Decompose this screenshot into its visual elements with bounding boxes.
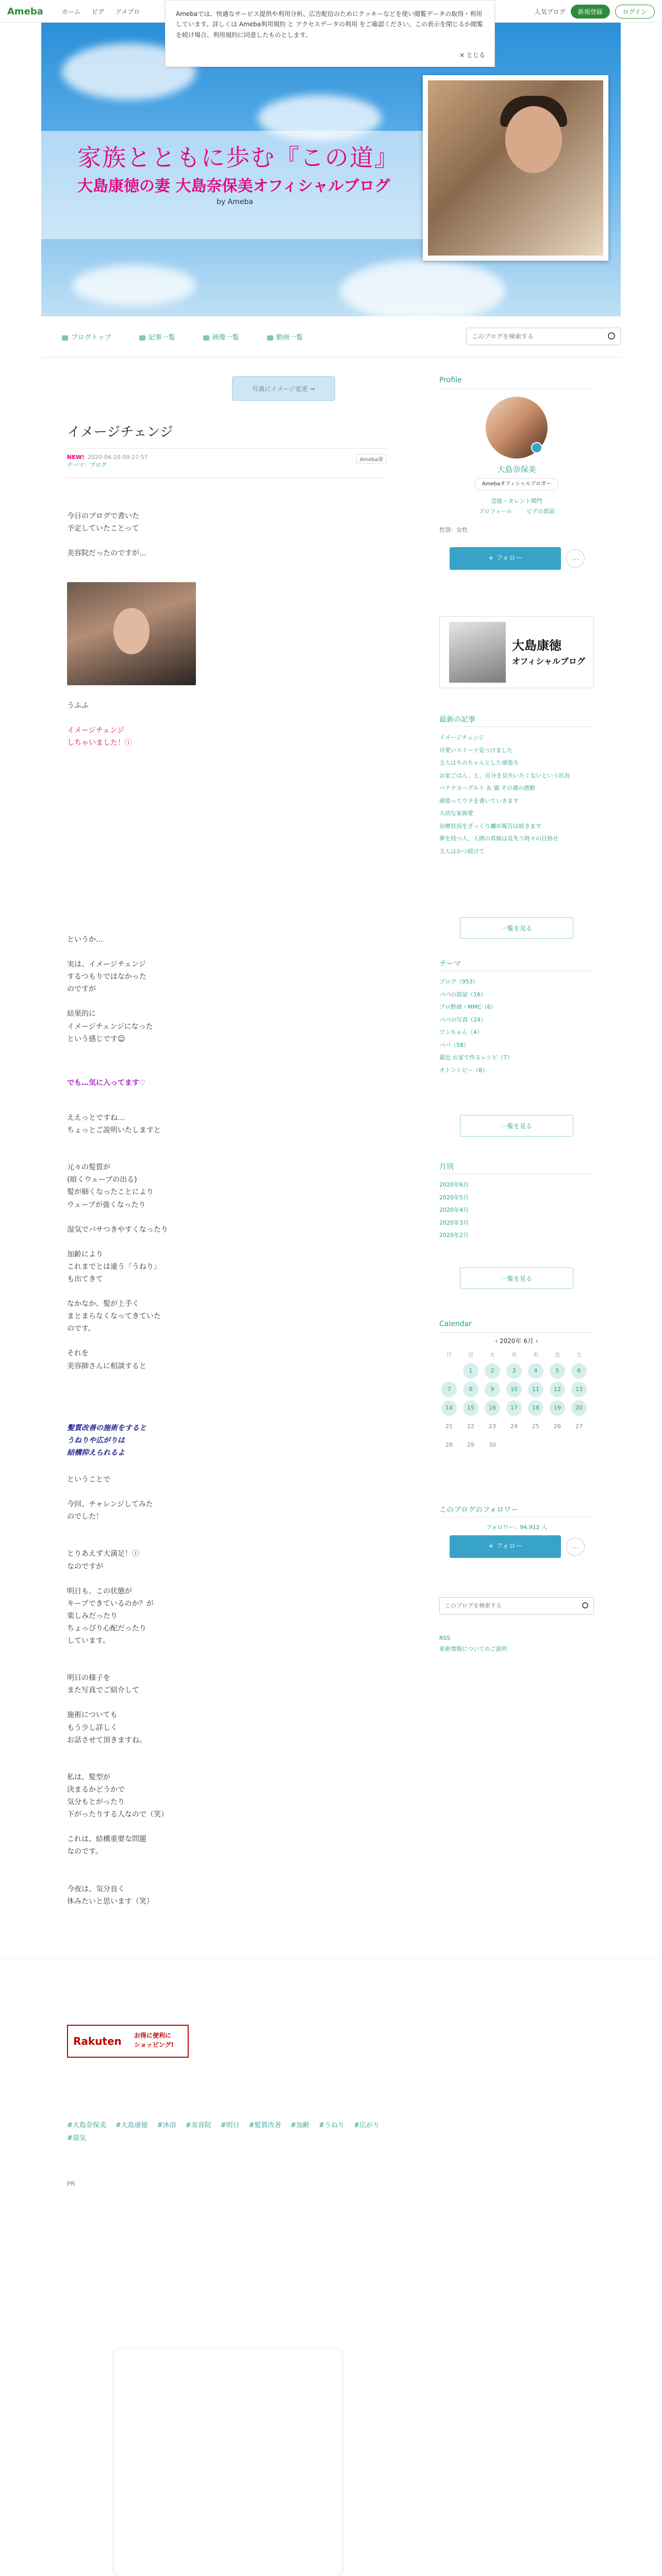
top-nav (62, 7, 140, 16)
pr-label: PR (67, 2180, 75, 2188)
official-blog-banner[interactable] (439, 616, 594, 688)
entry-highlight: イメージチェンジ (67, 726, 124, 735)
recent-item[interactable]: 治療状況をざっくり纏め報告は続きます (439, 822, 541, 829)
new-badge: NEW! (67, 454, 85, 461)
recent-item[interactable]: 主人はちのちゃんとした頑張ろ (439, 759, 519, 766)
calendar-day[interactable]: 15 (463, 1400, 478, 1416)
calendar-weekday: 木 (533, 1351, 539, 1358)
recent-heading: 最新の記事 (439, 716, 475, 724)
calendar-day[interactable]: 9 (485, 1382, 500, 1397)
cookie-close-button[interactable]: × とじる (459, 51, 485, 59)
followers-more-button[interactable]: … (566, 1537, 585, 1556)
pigg-room-link[interactable]: ピグの部屋 (526, 508, 555, 515)
blog-nav (41, 316, 621, 358)
banner-title: 大島康徳 (512, 638, 561, 653)
entry-highlight: しちゃいました！ⓘ (67, 739, 132, 747)
ameba-logo[interactable]: Ameba (7, 6, 43, 17)
calendar-day[interactable]: 6 (571, 1363, 587, 1379)
recent-item[interactable]: 夢を持つ人、人間の真価は見失う時々の目指せ (439, 835, 558, 842)
calendar-empty (528, 1437, 543, 1453)
calendar-day[interactable]: 4 (528, 1363, 543, 1379)
rakuten-banner[interactable] (67, 2025, 189, 2058)
profile-links (439, 507, 594, 515)
calendar-day: 28 (445, 1442, 453, 1448)
calendar-day[interactable]: 3 (506, 1363, 522, 1379)
top-nav-pigg[interactable]: ピグ (92, 8, 105, 15)
top-nav-home[interactable]: ホーム (62, 8, 81, 15)
followers-heading: このブログのフォロワー (439, 1506, 519, 1514)
entry-paragraph: ええっとですね… ちょっとご説明いたしますと 元々の髪質が (暗くウェーブの出る) 髪が細くなったことにより ウェーブが強くなったり 湿気でパサつきやすくなったり 加齢により これまでとは違う「うねり」 も出てきて なかなか、髪が上手く まとまらなくなってきていた のです。 それを 美容師さんに相談すると (67, 1114, 168, 1370)
calendar-day[interactable]: 16 (485, 1400, 500, 1416)
entry-paragraph: 今日のブログで書いた 予定していたことって 美容院だったのですが… (67, 512, 146, 558)
official-blogger-badge: Amebaオフィシャルブロガー (474, 478, 559, 490)
sidebar-search-box (439, 1597, 594, 1615)
recent-item[interactable]: 可愛いスイーツ見つけました (439, 747, 513, 754)
recent-item[interactable]: 主人はかつ続けて (439, 848, 485, 855)
hero-photo (423, 75, 608, 261)
theme-item[interactable]: パパの部屋（16） (439, 991, 486, 998)
cookie-notice (165, 0, 495, 67)
by-ameba-label: by Ameba (217, 198, 253, 206)
cookie-text: Amebaでは、快適なサービス提供や利用分析、広告配信のためにクッキーなどを使い閲覧データの取得・利用しています。詳しくは Ameba利用規約 と アクセスデータの利用 をご確認ください。この表示を閉じるか閲覧を続け場合、利用規約に同意したものとします。 (176, 10, 483, 39)
sidebar-search-input[interactable] (440, 1598, 574, 1614)
calendar-day[interactable]: 8 (463, 1382, 478, 1397)
calendar-month[interactable]: ‹ 2020年 6月 › (495, 1337, 538, 1345)
calendar-empty (571, 1437, 587, 1453)
hashtag-list (67, 2120, 387, 2142)
calendar-day[interactable]: 14 (441, 1400, 457, 1416)
calendar-day[interactable]: 17 (506, 1400, 522, 1416)
hashtag[interactable]: #湿気 (67, 2134, 86, 2142)
calendar-day[interactable]: 13 (571, 1382, 587, 1397)
theme-item[interactable]: パパの写真（24） (439, 1016, 486, 1023)
calendar-day[interactable]: 10 (506, 1382, 522, 1397)
theme-item[interactable]: ワンちゃん（4） (439, 1029, 483, 1036)
monthly-heading: 月別 (439, 1163, 454, 1171)
calendar-day[interactable]: 2 (485, 1363, 500, 1379)
month-item[interactable]: 2020年2月 (439, 1232, 469, 1239)
calendar-day: 26 (554, 1423, 561, 1430)
calendar-empty (441, 1363, 457, 1379)
calendar-day: 22 (467, 1423, 474, 1430)
month-item[interactable]: 2020年4月 (439, 1207, 469, 1213)
sidebar-follow-button[interactable]: + フォロー (450, 547, 561, 570)
profile-name[interactable]: 大島奈保美 (497, 465, 536, 474)
month-item[interactable]: 2020年5月 (439, 1194, 469, 1201)
calendar-weekday: 水 (511, 1351, 517, 1358)
recent-item[interactable]: お家ごはん、と、自分を見失いたくないという状況 (439, 772, 570, 779)
recent-more-button[interactable]: 一覧を見る (460, 917, 573, 939)
calendar-day[interactable]: 18 (528, 1400, 543, 1416)
recent-item[interactable]: バナナヨーグルト ＆ 器 その週の感動 (439, 785, 536, 791)
official-check-icon (531, 442, 542, 453)
calendar-day[interactable]: 7 (441, 1382, 457, 1397)
nav-blog-top[interactable]: ブログトップ (62, 332, 111, 342)
blog-subtitle: 大島康徳の妻 大島奈保美オフィシャルブログ (77, 177, 390, 195)
entry-title[interactable]: イメージチェンジ (67, 425, 173, 440)
register-button[interactable]: 新規登録 (571, 5, 610, 19)
search-icon[interactable] (582, 1602, 588, 1608)
popular-blog-link[interactable]: 人気ブログ (534, 8, 566, 15)
entry-theme[interactable]: テーマ：ブログ (67, 462, 107, 468)
theme-heading: テーマ (439, 960, 461, 968)
calendar-empty (506, 1437, 522, 1453)
calendar-weekday: 土 (576, 1351, 582, 1358)
rss-links (439, 1633, 507, 1655)
calendar-weekday: 月 (468, 1351, 474, 1358)
hashtag[interactable]: #髪質改善 (249, 2122, 282, 2129)
profile-heading: Profile (439, 376, 462, 384)
calendar-day[interactable]: 5 (550, 1363, 565, 1379)
blog-search-input[interactable] (467, 328, 601, 345)
entry-meta (67, 448, 387, 478)
hashtag[interactable]: #明日 (220, 2122, 240, 2129)
profile-genre[interactable]: 芸能・タレント関門 (491, 498, 542, 504)
theme-item[interactable]: パパ（58） (439, 1041, 469, 1048)
banner-photo (449, 622, 506, 683)
entry-paragraph: うふふ (67, 702, 89, 710)
top-nav-ameblo[interactable]: アメブロ (115, 8, 140, 15)
recent-list (439, 732, 594, 858)
rakuten-logo: Rakuten (73, 2035, 122, 2047)
nav-entry-list[interactable]: 記事一覧 (139, 332, 175, 342)
hashtag[interactable]: #大島奈保美 (67, 2122, 106, 2129)
recent-item[interactable]: イメージチェンジ (439, 734, 485, 741)
hashtag[interactable]: #沐浴 (157, 2122, 176, 2129)
monthly-list (439, 1179, 594, 1242)
hashtag[interactable]: #広がり (354, 2122, 380, 2129)
calendar-day: 23 (489, 1423, 496, 1430)
entry-paragraph: というか… 実は、イメージチェンジ するつもりではなかった のですが 結果的に イメージチェンジになった という感じです☺ (67, 936, 153, 1043)
calendar-day: 21 (445, 1423, 453, 1430)
entry-photo[interactable] (67, 582, 196, 685)
calendar-weekday: 日 (446, 1351, 452, 1358)
entry-date: 2020-06-20 09:27:57 (87, 454, 148, 461)
followers-follow-button[interactable]: + フォロー (450, 1535, 561, 1558)
recent-item[interactable]: 大切な家族愛 (439, 810, 473, 817)
rakuten-tagline: お得に便利に ショッピング! (134, 2032, 174, 2048)
entry-highlight: でも…気に入ってます♡ (67, 1079, 146, 1087)
nav-image-list[interactable]: 画像一覧 (203, 332, 239, 342)
rss-help-link[interactable]: 更新情報についてのご説明 (439, 1645, 507, 1652)
nav-video-list[interactable]: 動画一覧 (267, 332, 303, 342)
blog-title: 家族とともに歩む『この道』 (77, 144, 399, 172)
search-icon[interactable] (608, 332, 615, 340)
calendar-day[interactable]: 12 (550, 1382, 565, 1397)
hashtag[interactable]: #加齢 (290, 2122, 310, 2129)
calendar-grid (441, 1350, 594, 1453)
calendar-weekday: 金 (554, 1351, 560, 1358)
hashtag[interactable]: #美容院 (185, 2122, 211, 2129)
more-options-button[interactable]: … (566, 549, 585, 568)
header-actions (535, 5, 655, 19)
hashtag[interactable]: #うねり (319, 2122, 345, 2129)
calendar-day[interactable]: 19 (550, 1400, 565, 1416)
month-item[interactable]: 2020年6月 (439, 1181, 469, 1188)
calendar-day: 29 (467, 1442, 474, 1448)
calendar-weekday: 火 (489, 1351, 495, 1358)
calendar-day: 27 (575, 1423, 583, 1430)
followers-count[interactable]: フォロワー：94,912 人 (486, 1524, 548, 1531)
theme-list (439, 976, 594, 1077)
entry-paragraph: ということで 今回、チャレンジしてみた のでした！ とりあえず大満足！ⓘ なのですが 明日も、この状態が キープできているのか？が 楽しみだったり ちょっぴり心配だったり しています。 明日の様子を また写真でご紹介して 施術についても もう少し詳しく お話させて頂きますね。 私は、髪型が 決まるかどうかで 気分もとがったり 下がったりする人なので（笑） これは、結構重要な問題 なのです。 今夜は、気分良く 休みたいと思います（笑） (67, 1476, 168, 1906)
theme-item[interactable]: プロ野球・MMC（6） (439, 1004, 496, 1010)
login-button[interactable]: ログイン (615, 5, 655, 19)
share-badge[interactable]: Ameba連 (356, 454, 387, 464)
calendar-day[interactable]: 20 (571, 1400, 587, 1416)
blog-search-box (466, 328, 621, 345)
entry-emphasis: 髪質改善の施術をすると うねりや広がりは 結構抑えられるよ (67, 1424, 146, 1458)
rss-link[interactable]: RSS (439, 1635, 451, 1641)
hashtag[interactable]: #大島康徳 (115, 2122, 148, 2129)
theme-item[interactable]: オトンシピー（8） (439, 1066, 488, 1074)
theme-item[interactable]: ブログ（953） (439, 978, 478, 985)
calendar-heading: Calendar (439, 1320, 472, 1328)
calendar-empty (550, 1437, 565, 1453)
theme-more-button[interactable]: 一覧を見る (460, 1115, 573, 1137)
monthly-more-button[interactable]: 一覧を見る (460, 1267, 573, 1289)
banner-subtitle: オフィシャルブログ (512, 656, 585, 666)
calendar-day: 25 (532, 1423, 539, 1430)
calendar-day: 30 (489, 1442, 496, 1448)
calendar-day[interactable]: 1 (463, 1363, 478, 1379)
calendar-day[interactable]: 11 (528, 1382, 543, 1397)
recent-item[interactable]: 頑張ってウラを書いていきます (439, 797, 519, 804)
month-item[interactable]: 2020年3月 (439, 1219, 469, 1226)
image-change-banner[interactable]: 写真にイメージ変更 → (232, 376, 335, 401)
ad-slot[interactable] (114, 2349, 341, 2576)
profile-link[interactable]: プロフィール (478, 508, 512, 515)
theme-item[interactable]: 最近 お家で作るレシピ（7） (439, 1054, 513, 1061)
profile-gender: 性別：女性 (439, 527, 468, 533)
calendar-day: 24 (510, 1423, 518, 1430)
